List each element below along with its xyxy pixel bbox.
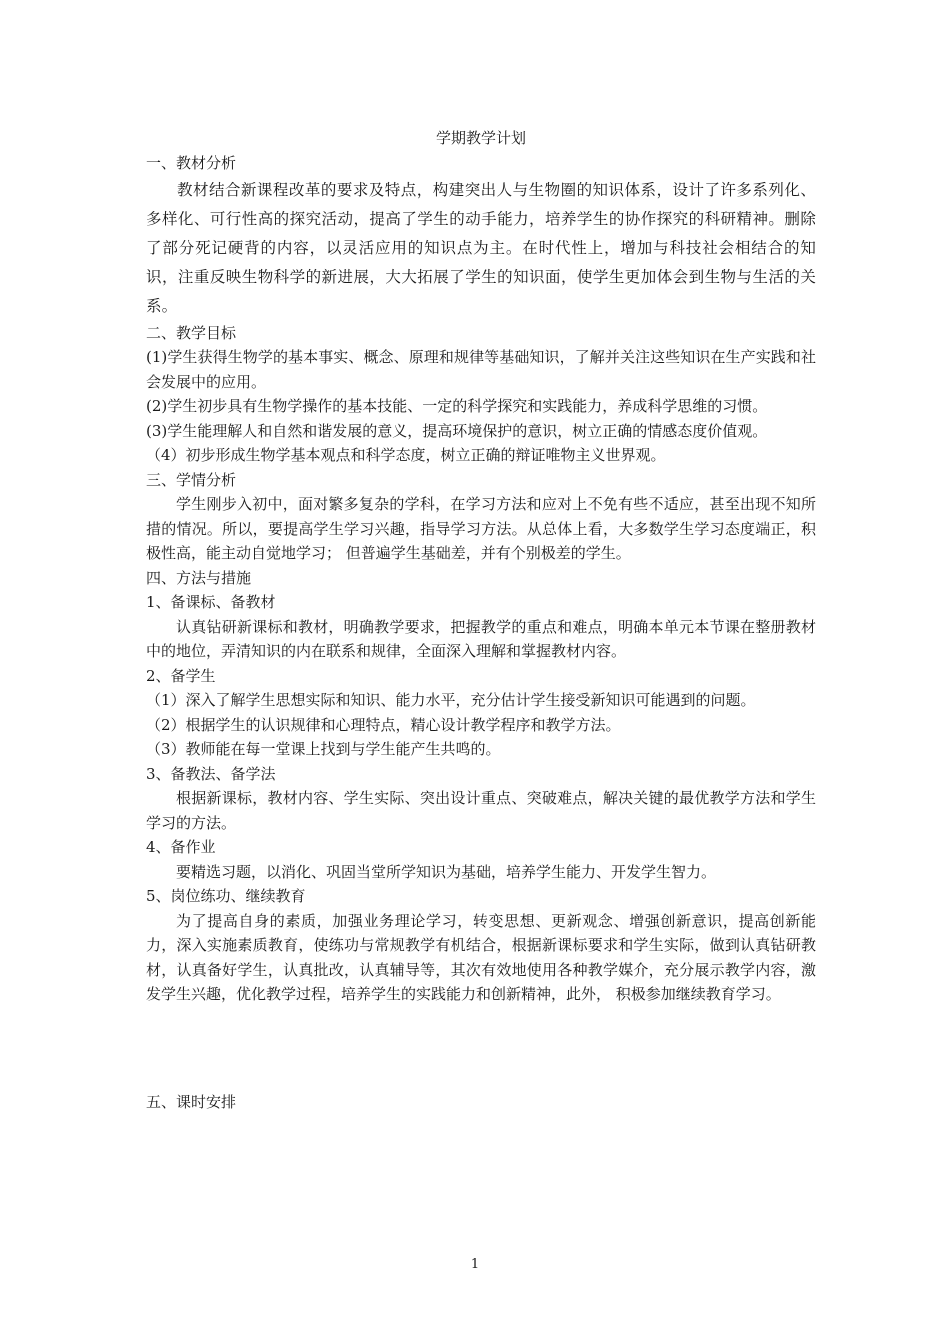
subsection-heading-training: 5、岗位练功、继续教育 bbox=[146, 887, 306, 905]
goal-item: (3)学生能理解人和自然和谐发展的意义，提高环境保护的意识，树立正确的情感态度价值观。 bbox=[146, 421, 768, 440]
subsection-heading-teaching-methods: 3、备教法、备学法 bbox=[146, 764, 276, 783]
goal-item: (2)学生初步具有生物学操作的基本技能、一定的科学探究和实践能力，养成科学思维的习惯。 bbox=[146, 397, 768, 415]
section-heading-methods: 四、方法与措施 bbox=[146, 568, 252, 587]
section-heading-student-analysis: 三、学情分析 bbox=[146, 470, 237, 489]
student-prep-item: （2）根据学生的认识规律和心理特点，精心设计教学程序和教学方法。 bbox=[146, 715, 621, 734]
subsection-text-training: 为了提高自身的素质，加强业务理论学习，转变思想、更新观念、增强创新意识，提高创新能力，深入实施素质教育，使练功与常规教学有机结合，根据新课标要求和学生实际，做到认真钻研教材，认真备好学生，认真批改，认真辅导等，其次有效地使用各种教学媒介，充分展示教学内容，激发学生兴趣，优化教学过程，培养学生的实践能力和创新精神，此外， 积极参加继续教育学习。 bbox=[146, 911, 816, 1003]
subsection-heading-curriculum: 1、备课标、备教材 bbox=[146, 593, 276, 611]
section-heading-material-analysis: 一、教材分析 bbox=[146, 154, 237, 172]
goal-item: (1)学生获得生物学的基本事实、概念、原理和规律等基础知识，了解并关注这些知识在生产实践和社会发展中的应用。 bbox=[146, 348, 816, 391]
student-prep-item: （1）深入了解学生思想实际和知识、能力水平，充分估计学生接受新知识可能遇到的问题。 bbox=[146, 691, 756, 709]
blank-space bbox=[146, 1007, 816, 1090]
document-body bbox=[146, 126, 816, 1114]
subsection-text-curriculum: 认真钻研新课标和教材，明确教学要求，把握教学的重点和难点，明确本单元本节课在整册教材中的地位，弄清知识的内在联系和规律，全面深入理解和掌握教材内容。 bbox=[146, 617, 816, 660]
section-heading-teaching-goals: 二、教学目标 bbox=[146, 323, 237, 342]
goal-item: （4）初步形成生物学基本观点和科学态度，树立正确的辩证唯物主义世界观。 bbox=[146, 446, 666, 464]
document-title: 学期教学计划 bbox=[435, 129, 526, 147]
subsection-heading-homework: 4、备作业 bbox=[146, 838, 216, 856]
subsection-text-homework: 要精选习题，以消化、巩固当堂所学知识为基础，培养学生能力、开发学生智力。 bbox=[176, 862, 717, 881]
subsection-text-teaching-methods: 根据新课标，教材内容、学生实际、突出设计重点、突破难点，解决关键的最优教学方法和学生学习的方法。 bbox=[146, 789, 816, 832]
section-text-student-analysis: 学生刚步入初中，面对繁多复杂的学科，在学习方法和应对上不免有些不适应，甚至出现不知所措的情况。所以，要提高学生学习兴趣，指导学习方法。从总体上看，大多数学生学习态度端正，积极性高，能主动自觉地学习； 但普遍学生基础差，并有个别极差的学生。 bbox=[146, 495, 816, 562]
section-text-material-analysis: 教材结合新课程改革的要求及特点，构建突出人与生物圈的知识体系，设计了许多系列化、多样化、可行性高的探究活动，提高了学生的动手能力，培养学生的协作探究的科研精神。删除了部分死记硬背的内容，以灵活应用的知识点为主。在时代性上，增加与科技社会相结合的知识，注重反映生物科学的新进展，大大拓展了学生的知识面，使学生更加体会到生物与生活的关系。 bbox=[146, 180, 816, 315]
subsection-heading-students: 2、备学生 bbox=[146, 666, 216, 685]
section-heading-schedule: 五、课时安排 bbox=[146, 1092, 237, 1111]
page-number: 1 bbox=[470, 1257, 480, 1272]
student-prep-item: （3）教师能在每一堂课上找到与学生能产生共鸣的。 bbox=[146, 740, 501, 758]
